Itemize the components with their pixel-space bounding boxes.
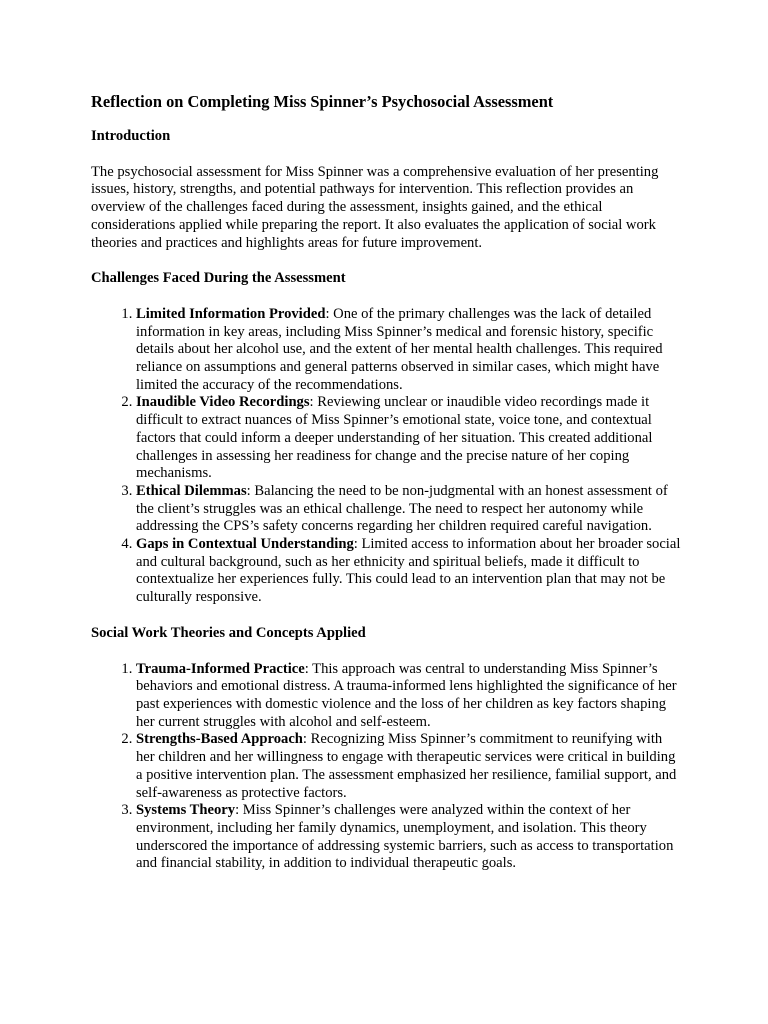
section-heading-theories: Social Work Theories and Concepts Applied — [91, 624, 366, 641]
list-item-text: : Recognizing Miss Spinner’s commitment to reunifying with her children and her willingness to engage with therapeutic services were critical in building a positive intervention plan. The assessment emphasized her resilience, familial support, and self-awareness as protective factors. — [136, 731, 677, 801]
list-item-text: : Limited access to information about her broader social and cultural background, such as her ethnicity and spiritual beliefs, made it difficult to contextualize her experiences fully. This could lead to an intervention plan that may not be culturally responsive. — [136, 536, 681, 606]
list-item — [136, 306, 681, 395]
section-heading-challenges: Challenges Faced During the Assessment — [91, 270, 346, 287]
list-item-term: Limited Information Provided — [136, 305, 326, 322]
theories-list — [91, 661, 681, 873]
list-item-text: : This approach was central to understanding Miss Spinner’s behaviors and emotional distress. A trauma-informed lens highlighted the significance of her past experiences with domestic violence and the loss of her children as key factors shaping her current struggles with alcohol and self-esteem. — [136, 660, 677, 730]
list-item-text: : Miss Spinner’s challenges were analyzed within the context of her environment, including her family dynamics, unemployment, and isolation. This theory underscored the importance of addressing systemic barriers, such as access to transportation and financial stability, in addition to individual therapeutic goals. — [136, 802, 674, 872]
list-item-text: : Balancing the need to be non-judgmental with an honest assessment of the client’s struggles was an ethical challenge. The need to respect her autonomy while addressing the CPS’s safety concerns regarding her children required careful navigation. — [136, 482, 668, 535]
list-item-text: : One of the primary challenges was the lack of detailed information in key areas, including Miss Spinner’s medical and forensic history, specific details about her alcohol use, and the extent of her mental health challenges. This required reliance on assumptions and general patterns observed in similar cases, which might have limited the accuracy of the recommendations. — [136, 305, 663, 393]
list-item — [136, 536, 681, 607]
list-item-term: Systems Theory — [136, 802, 236, 819]
list-item-term: Gaps in Contextual Understanding — [136, 536, 354, 553]
list-item — [136, 731, 681, 802]
challenges-list — [91, 306, 681, 607]
list-item — [136, 661, 681, 732]
section-heading-introduction: Introduction — [91, 128, 171, 144]
list-item-term: Strengths-Based Approach — [136, 731, 303, 748]
list-item — [136, 483, 681, 536]
list-item-term: Ethical Dilemmas — [136, 482, 247, 499]
document-title: Reflection on Completing Miss Spinner’s Psychosocial Assessment — [91, 92, 554, 111]
list-item-term: Trauma-Informed Practice — [136, 660, 305, 677]
list-item — [136, 802, 681, 873]
introduction-paragraph: The psychosocial assessment for Miss Spinner was a comprehensive evaluation of her presenting issues, history, strengths, and potential pathways for intervention. This reflection provides an overview of the challenges faced during the assessment, insights gained, and the ethical considerations applied while preparing the report. It also evaluates the application of social work theories and practices and highlights areas for future improvement. — [91, 163, 659, 251]
list-item — [136, 394, 681, 483]
list-item-text: : Reviewing unclear or inaudible video recordings made it difficult to extract nuances of Miss Spinner’s emotional state, voice tone, and contextual factors that could inform a deeper understanding of her situation. This created additional challenges in assessing her readiness for change and the precise nature of her coping mechanisms. — [136, 394, 653, 482]
document-page — [91, 92, 681, 891]
list-item-term: Inaudible Video Recordings — [136, 394, 310, 411]
